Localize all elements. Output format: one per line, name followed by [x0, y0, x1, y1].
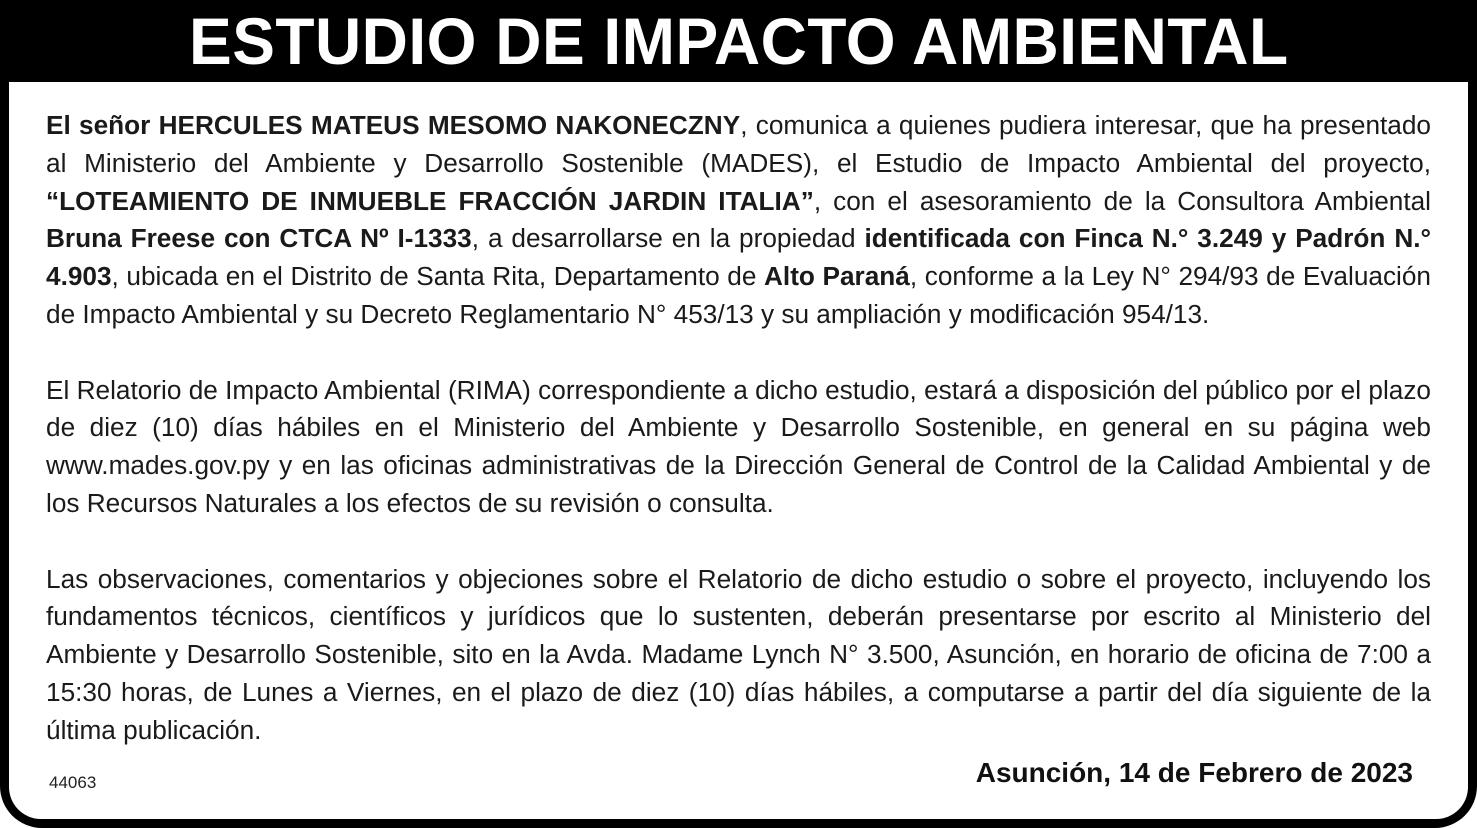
proponent-name: El señor HERCULES MATEUS MESOMO NAKONECZNY	[46, 110, 741, 140]
consultant-name: Bruna Freese con CTCA Nº I-1333	[46, 223, 472, 254]
project-name: “LOTEAMIENTO DE INMUEBLE FRACCIÓN JARDIN ITALIA”	[46, 185, 814, 216]
reference-code: 44063	[49, 773, 97, 792]
paragraph-rima-availability: El Relatorio de Impacto Ambiental (RIMA) correspondiente a dicho estudio, estará a disposición del público por el plazo de diez (10) días hábiles en el Ministerio del Ambiente y Desarrollo Sostenible, en general en su página web www.mades.gov.py y en las oficinas administrativas de la Dirección General de Control de la Calidad Ambiental y de los Recursos Naturales a los efectos de su revisión o consulta.	[46, 374, 1431, 518]
notice-title: ESTUDIO DE IMPACTO AMBIENTAL	[188, 4, 1289, 78]
paragraph-observations: Las observaciones, comentarios y objeciones sobre el Relatorio de dicho estudio o sobre el proyecto, incluyendo los fundamentos técnicos, científicos y jurídicos que lo sustenten, deberán presentarse por escrito al Ministerio del Ambiente y Desarrollo Sostenible, sito en la Avda. Madame Lynch N° 3.500, Asunción, en horario de oficina de 7:00 a 15:30 horas, de Lunes a Viernes, en el plazo de diez (10) días hábiles, a computarse a partir del día siguiente de la última publicación.	[46, 563, 1431, 745]
property-identification: identificada con Finca N.° 3.249 y Padrón N.° 4.903	[46, 223, 1431, 292]
department-name: Alto Paraná	[764, 261, 910, 292]
notice-header	[0, 0, 1477, 82]
announcement-text-2: , con el asesoramiento de la Consultora Ambiental	[813, 185, 1431, 216]
announcement-text-5: , conforme a la Ley N° 294/93 de Evaluación de Impacto Ambiental y su Decreto Reglamentario N° 453/13 y su ampliación y modificación 954/13.	[46, 261, 1431, 329]
notice-body	[9, 82, 1468, 819]
announcement-text-4: , ubicada en el Distrito de Santa Rita, Departamento de	[111, 261, 765, 292]
publication-date: Asunción, 14 de Febrero de 2023	[975, 757, 1413, 788]
announcement-text-1: , comunica a quienes pudiera interesar, que ha presentado al Ministerio del Ambiente y Desarrollo Sostenible (MADES), el Estudio de Impacto Ambiental del proyecto,	[46, 110, 1431, 178]
paragraph-announcement	[46, 107, 1431, 334]
announcement-text-3: , a desarrollarse en la propiedad	[471, 223, 865, 254]
